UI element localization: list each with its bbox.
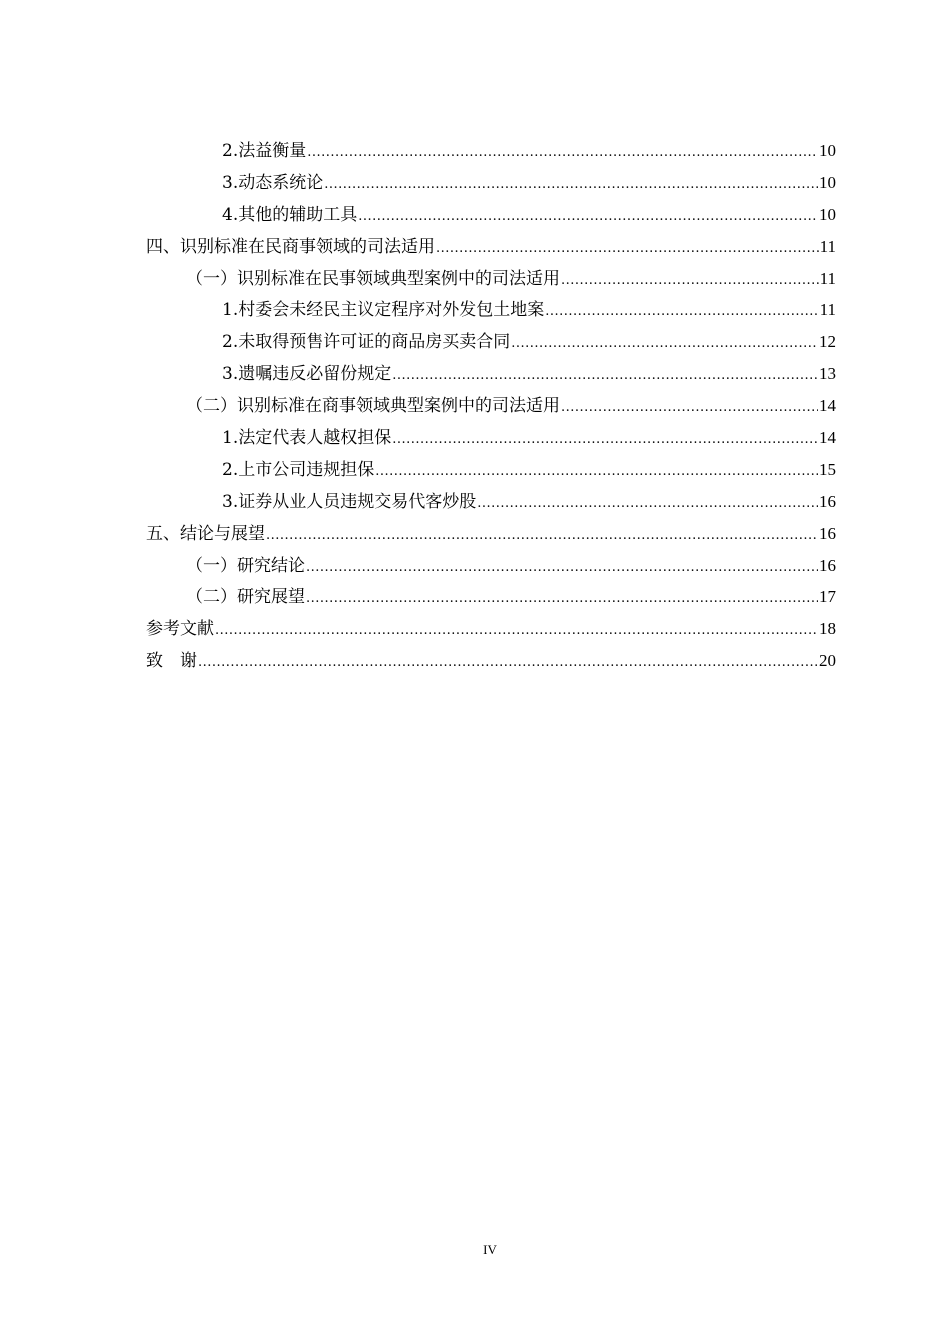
toc-dot-leader: [511, 328, 818, 360]
toc-dot-leader: [375, 456, 818, 488]
toc-entry-title: 四、识别标准在民商事领域的司法适用: [146, 236, 435, 257]
toc-entry[interactable]: [146, 422, 836, 454]
toc-dot-leader: [215, 615, 818, 647]
toc-entry-title: 3.遗嘱违反必留份规定: [222, 364, 392, 385]
toc-entry-title: 致 谢: [146, 651, 197, 672]
toc-entry-page: 17: [819, 587, 836, 607]
toc-dot-leader: [561, 265, 819, 297]
toc-entry-page: 11: [819, 268, 836, 288]
toc-entry[interactable]: [146, 135, 836, 167]
toc-entry-title: （二）研究展望: [186, 587, 305, 608]
toc-entry-page: 12: [819, 332, 836, 352]
toc-entry-title: 五、结论与展望: [146, 523, 265, 544]
toc-entry[interactable]: [146, 231, 836, 263]
toc-entry[interactable]: [146, 486, 836, 518]
toc-entry[interactable]: [146, 518, 836, 550]
toc-entry[interactable]: [146, 550, 836, 582]
toc-entry-title: 参考文献: [146, 619, 214, 640]
toc-entry[interactable]: [146, 167, 836, 199]
toc-entry-page: 16: [819, 491, 836, 511]
toc-entry-title: 3.证券从业人员违规交易代客炒股: [222, 491, 477, 512]
toc-entry-title: （一）研究结论: [186, 555, 305, 576]
toc-entry-page: 11: [819, 300, 836, 320]
toc-dot-leader: [266, 520, 818, 552]
toc-dot-leader: [436, 233, 819, 265]
toc-entry[interactable]: [146, 358, 836, 390]
toc-entry-page: 15: [819, 459, 836, 479]
toc-entry-title: 2.上市公司违规担保: [222, 459, 375, 480]
toc-dot-leader: [358, 201, 818, 233]
toc-dot-leader: [324, 169, 818, 201]
page-number: IV: [483, 1242, 497, 1257]
toc-dot-leader: [392, 424, 818, 456]
toc-entry[interactable]: [146, 454, 836, 486]
toc-entry-page: 10: [819, 141, 836, 160]
toc-entry[interactable]: [146, 263, 836, 295]
toc-entry[interactable]: [146, 645, 836, 677]
toc-entry-title: 3.动态系统论: [222, 172, 324, 193]
toc-entry-page: 16: [819, 555, 836, 575]
toc-dot-leader: [545, 296, 818, 328]
toc-entry-page: 10: [819, 204, 836, 224]
toc-entry-page: 13: [819, 364, 836, 384]
toc-entry[interactable]: [146, 326, 836, 358]
toc-entry-page: 14: [819, 428, 836, 448]
toc-entry-page: 10: [819, 172, 836, 192]
toc-entry-title: 1.法定代表人越权担保: [222, 428, 392, 449]
toc-entry-title: 2.法益衡量: [222, 141, 307, 161]
toc-entry[interactable]: [146, 294, 836, 326]
toc-entry-title: 4.其他的辅助工具: [222, 204, 358, 225]
toc-dot-leader: [306, 552, 818, 584]
toc-entry-page: 16: [819, 523, 836, 543]
toc-entry-page: 11: [819, 236, 836, 256]
toc-dot-leader: [306, 583, 818, 615]
toc-entry[interactable]: [146, 199, 836, 231]
toc-entry-page: 14: [819, 396, 836, 416]
toc-entry-title: （二）识别标准在商事领域典型案例中的司法适用: [186, 396, 560, 417]
toc-dot-leader: [561, 392, 818, 424]
toc-entry-title: 2.未取得预售许可证的商品房买卖合同: [222, 332, 511, 353]
toc-entry-title: （一）识别标准在民事领域典型案例中的司法适用: [186, 268, 560, 289]
toc-entry[interactable]: [146, 613, 836, 645]
toc-entry-title: 1.村委会未经民主议定程序对外发包土地案: [222, 300, 545, 321]
toc-dot-leader: [307, 137, 818, 169]
table-of-contents: [146, 135, 836, 677]
toc-entry-page: 18: [819, 619, 836, 639]
toc-dot-leader: [392, 360, 818, 392]
toc-dot-leader: [198, 647, 818, 679]
toc-entry-page: 20: [819, 651, 836, 671]
toc-entry[interactable]: [146, 581, 836, 613]
toc-entry[interactable]: [146, 390, 836, 422]
toc-dot-leader: [477, 488, 818, 520]
